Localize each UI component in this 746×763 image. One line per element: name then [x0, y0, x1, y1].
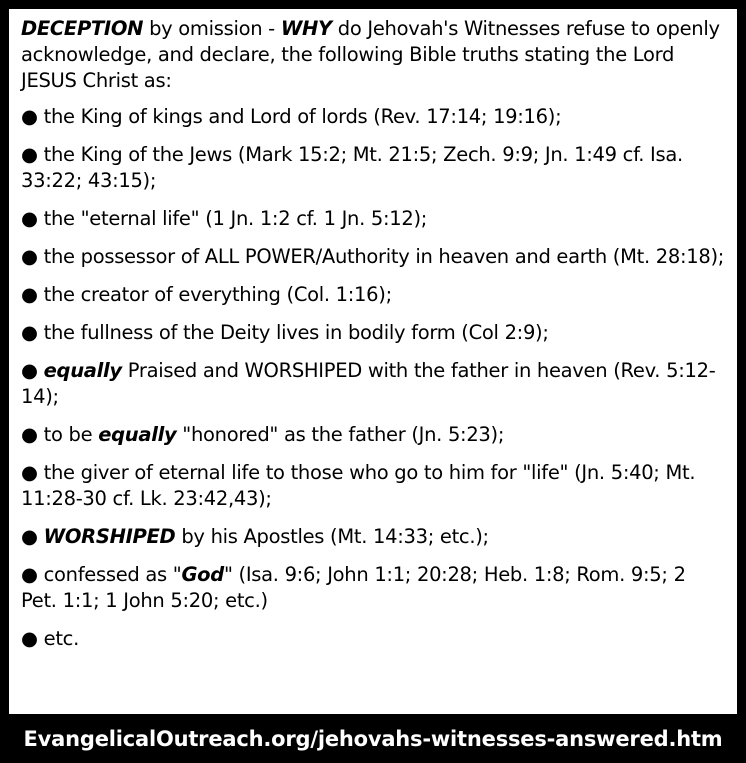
list-item: [21, 562, 725, 614]
bullet-icon: ●: [21, 105, 38, 128]
bullet-icon: ●: [21, 461, 38, 484]
equally-emphasis: equally: [98, 423, 177, 446]
list-item: [21, 282, 725, 308]
list-item-text: the fullness of the Deity lives in bodily form (Col 2:9);: [43, 321, 549, 344]
worshiped-emphasis: WORSHIPED: [43, 525, 176, 548]
bullet-icon: ●: [21, 627, 38, 650]
list-item: [21, 244, 725, 270]
list-item-text: etc.: [43, 627, 79, 650]
list-item-text-before: to be: [43, 423, 99, 446]
content-panel: [9, 9, 737, 714]
list-item-text: "honored" as the father (Jn. 5:23);: [176, 423, 505, 446]
list-item: [21, 104, 725, 130]
bullet-icon: ●: [21, 207, 38, 230]
bullet-icon: ●: [21, 321, 38, 344]
list-item: [21, 626, 725, 652]
bullet-icon: ●: [21, 143, 38, 166]
intro-paragraph: [21, 16, 725, 94]
list-item: [21, 460, 725, 512]
bullet-icon: ●: [21, 245, 38, 268]
list-item: [21, 206, 725, 232]
list-item-text: Praised and WORSHIPED with the father in heaven (Rev. 5:12-14);: [21, 359, 716, 408]
list-item: [21, 524, 725, 550]
bullet-icon: ●: [21, 525, 38, 548]
bullet-icon: ●: [21, 423, 38, 446]
list-item-text-before: confessed as ": [43, 563, 182, 586]
list-item-text: the giver of eternal life to those who go to him for "life" (Jn. 5:40; Mt. 11:28-30 cf. Lk. 23:42,43);: [21, 461, 696, 510]
bullet-icon: ●: [21, 359, 38, 382]
list-item: [21, 142, 725, 194]
god-emphasis: God: [181, 563, 224, 586]
deception-emphasis: DECEPTION: [21, 17, 144, 40]
bullet-icon: ●: [21, 283, 38, 306]
list-item-text: " (Isa. 9:6; John 1:1; 20:28; Heb. 1:8; Rom. 9:5; 2 Pet. 1:1; 1 John 5:20; etc.): [21, 563, 686, 612]
list-item-text: the "eternal life" (1 Jn. 1:2 cf. 1 Jn. 5:12);: [43, 207, 428, 230]
list-item-text: the creator of everything (Col. 1:16);: [43, 283, 392, 306]
list-item: [21, 422, 725, 448]
why-emphasis: WHY: [280, 17, 332, 40]
list-item-text: by his Apostles (Mt. 14:33; etc.);: [175, 525, 489, 548]
list-item-text: the King of kings and Lord of lords (Rev. 17:14; 19:16);: [43, 105, 562, 128]
list-item-text: the possessor of ALL POWER/Authority in heaven and earth (Mt. 28:18);: [43, 245, 725, 268]
bullet-icon: ●: [21, 563, 38, 586]
list-item: [21, 358, 725, 410]
list-item-text: the King of the Jews (Mark 15:2; Mt. 21:5; Zech. 9:9; Jn. 1:49 cf. Isa. 33:22; 43:15);: [21, 143, 683, 192]
intro-lead-text: by omission -: [143, 17, 281, 40]
equally-emphasis: equally: [43, 359, 122, 382]
footer-url: EvangelicalOutreach.org/jehovahs-witnesses-answered.htm: [23, 727, 723, 751]
intro-rest-text: do Jehovah's Witnesses refuse to openly acknowledge, and declare, the following Bible truths stating the Lord JESUS Christ as:: [21, 17, 720, 92]
list-item: [21, 320, 725, 346]
